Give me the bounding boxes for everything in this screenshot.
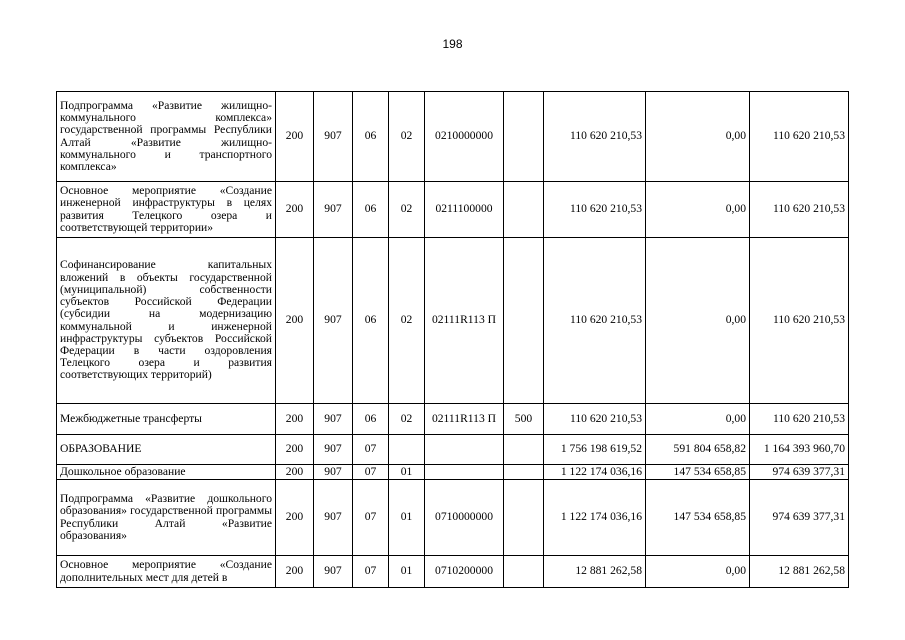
table-body [57, 92, 849, 588]
cell-col1: 200 [276, 480, 314, 556]
table-row [57, 435, 849, 465]
cell-expense-type [504, 182, 544, 238]
cell-federal: 0,00 [646, 182, 750, 238]
cell-federal: 591 804 658,82 [646, 435, 750, 465]
cell-target-code: 0210000000 [425, 92, 504, 182]
row-name: Подпрограмма «Развитие жилищно-коммунального комплекса» государственной программы Республики Алтай «Развитие жилищно-коммунального и транспортного комплекса» [57, 92, 276, 182]
cell-target-code: 02111R113 П [425, 404, 504, 435]
row-name: Подпрограмма «Развитие дошкольного образования» государственной программы Республики Алтай «Развитие образования» [57, 480, 276, 556]
budget-table [56, 91, 849, 588]
cell-regional: 110 620 210,53 [750, 404, 849, 435]
row-name: Основное мероприятие «Создание инженерной инфраструктуры в целях развития Телецкого озера и соответствующей территории» [57, 182, 276, 238]
cell-col4: 01 [389, 556, 425, 588]
cell-expense-type [504, 465, 544, 480]
cell-col2: 907 [314, 404, 353, 435]
cell-expense-type: 500 [504, 404, 544, 435]
cell-federal: 0,00 [646, 92, 750, 182]
cell-regional: 1 164 393 960,70 [750, 435, 849, 465]
cell-target-code [425, 465, 504, 480]
cell-col2: 907 [314, 465, 353, 480]
cell-col2: 907 [314, 92, 353, 182]
page-number: 198 [442, 37, 463, 51]
cell-col2: 907 [314, 238, 353, 404]
cell-amount: 1 122 174 036,16 [544, 480, 646, 556]
cell-expense-type [504, 238, 544, 404]
table-row [57, 238, 849, 404]
table-row [57, 556, 849, 588]
cell-col2: 907 [314, 182, 353, 238]
cell-col3: 07 [353, 556, 389, 588]
cell-federal: 147 534 658,85 [646, 480, 750, 556]
cell-amount: 110 620 210,53 [544, 238, 646, 404]
cell-amount: 12 881 262,58 [544, 556, 646, 588]
cell-col2: 907 [314, 435, 353, 465]
table-row [57, 480, 849, 556]
row-name: Софинансирование капитальных вложений в объекты государственной (муниципальной) собственности субъектов Российской Федерации (субсидии на модернизацию коммунальной и инженерной инфраструктуры субъектов Российской Федерации в части оздоровления Телецкого озера и развития соответствующих территорий) [57, 238, 276, 404]
cell-target-code: 0710200000 [425, 556, 504, 588]
cell-expense-type [504, 435, 544, 465]
cell-col1: 200 [276, 238, 314, 404]
cell-amount: 110 620 210,53 [544, 404, 646, 435]
cell-expense-type [504, 556, 544, 588]
cell-col4: 02 [389, 182, 425, 238]
cell-amount: 110 620 210,53 [544, 182, 646, 238]
cell-col1: 200 [276, 182, 314, 238]
cell-amount: 1 122 174 036,16 [544, 465, 646, 480]
row-name: Межбюджетные трансферты [57, 404, 276, 435]
cell-federal: 0,00 [646, 238, 750, 404]
cell-col1: 200 [276, 404, 314, 435]
cell-target-code: 0211100000 [425, 182, 504, 238]
row-name: Дошкольное образование [57, 465, 276, 480]
cell-amount: 1 756 198 619,52 [544, 435, 646, 465]
cell-expense-type [504, 480, 544, 556]
cell-col3: 06 [353, 92, 389, 182]
cell-regional: 974 639 377,31 [750, 480, 849, 556]
cell-col3: 06 [353, 238, 389, 404]
cell-col4: 01 [389, 465, 425, 480]
table-row [57, 404, 849, 435]
cell-target-code: 0710000000 [425, 480, 504, 556]
cell-col3: 06 [353, 182, 389, 238]
cell-col3: 07 [353, 480, 389, 556]
cell-regional: 12 881 262,58 [750, 556, 849, 588]
cell-col1: 200 [276, 556, 314, 588]
cell-col1: 200 [276, 92, 314, 182]
cell-regional: 110 620 210,53 [750, 92, 849, 182]
cell-col3: 06 [353, 404, 389, 435]
cell-target-code: 02111R113 П [425, 238, 504, 404]
cell-col4: 02 [389, 238, 425, 404]
cell-expense-type [504, 92, 544, 182]
cell-col4: 01 [389, 480, 425, 556]
cell-regional: 110 620 210,53 [750, 238, 849, 404]
cell-col3: 07 [353, 465, 389, 480]
cell-federal: 0,00 [646, 404, 750, 435]
table-row [57, 465, 849, 480]
cell-col4 [389, 435, 425, 465]
table-row [57, 182, 849, 238]
cell-col2: 907 [314, 480, 353, 556]
cell-col1: 200 [276, 465, 314, 480]
row-name: ОБРАЗОВАНИЕ [57, 435, 276, 465]
cell-amount: 110 620 210,53 [544, 92, 646, 182]
cell-regional: 110 620 210,53 [750, 182, 849, 238]
row-name: Основное мероприятие «Создание дополнительных мест для детей в [57, 556, 276, 588]
cell-col2: 907 [314, 556, 353, 588]
cell-col3: 07 [353, 435, 389, 465]
table-row [57, 92, 849, 182]
cell-target-code [425, 435, 504, 465]
cell-regional: 974 639 377,31 [750, 465, 849, 480]
cell-federal: 0,00 [646, 556, 750, 588]
cell-federal: 147 534 658,85 [646, 465, 750, 480]
cell-col1: 200 [276, 435, 314, 465]
cell-col4: 02 [389, 92, 425, 182]
cell-col4: 02 [389, 404, 425, 435]
